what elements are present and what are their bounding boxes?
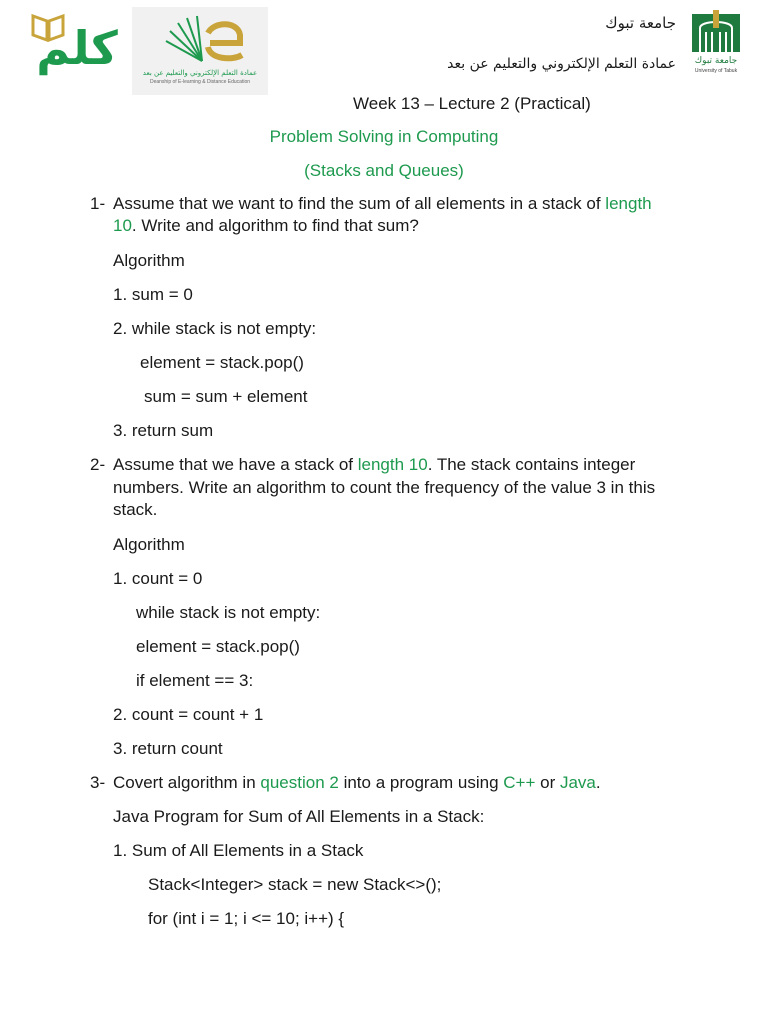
university-name-ar: جامعة تبوك — [605, 14, 676, 32]
q1-algorithm-label: Algorithm — [113, 251, 185, 270]
deanship-logo-ar: عمادة التعلم الإلكتروني والتعليم عن بعد — [142, 69, 258, 77]
q2-line-a: while stack is not empty: — [136, 603, 321, 622]
q3-highlight-java: Java — [559, 773, 596, 792]
q1-line-b: sum = sum + element — [144, 387, 308, 406]
q1-highlight-10: 10 — [113, 216, 132, 235]
q1-highlight-length: length — [605, 194, 652, 213]
university-of-tabuk-logo — [688, 10, 744, 80]
week-title: Week 13 – Lecture 2 (Practical) — [353, 94, 591, 113]
topic-title: (Stacks and Queues) — [304, 161, 464, 180]
q1-step2: 2. while stack is not empty: — [113, 319, 317, 338]
university-logo-ar: جامعة تبوك — [694, 56, 738, 66]
q3-text-a: Covert algorithm in — [113, 773, 261, 792]
q2-text-line3: stack. — [113, 500, 158, 519]
kalam-logo-text: كلم — [36, 21, 118, 75]
q2-text-line1 — [113, 454, 635, 476]
q3-sub1: 1. Sum of All Elements in a Stack — [113, 841, 364, 860]
university-logo-en: University of Tabuk — [694, 68, 738, 74]
deanship-name-ar: عمادة التعلم الإلكتروني والتعليم عن بعد — [447, 56, 676, 72]
q1-text-line2 — [113, 215, 419, 237]
q2-step1: 1. count = 0 — [113, 569, 203, 588]
q2-step2: 2. count = count + 1 — [113, 705, 264, 724]
q3-text-c: or — [535, 773, 560, 792]
q2-line-c: if element == 3: — [136, 671, 254, 690]
q3-code-line2: for (int i = 1; i <= 10; i++) { — [148, 909, 345, 928]
q2-text-line2: numbers. Write an algorithm to count the frequency of the value 3 in this — [113, 478, 656, 497]
q3-text-d: . — [595, 773, 601, 792]
q1-step1: 1. sum = 0 — [113, 285, 193, 304]
q3-highlight-cpp: C++ — [503, 773, 536, 792]
q1-step3: 3. return sum — [113, 421, 214, 440]
q3-text-b: into a program using — [338, 773, 504, 792]
q1-number: 1- — [90, 194, 106, 213]
q1-text-b: . Write and algorithm to find that sum? — [131, 216, 419, 235]
course-title: Problem Solving in Computing — [269, 127, 499, 146]
q1-line-a: element = stack.pop() — [140, 353, 304, 372]
kalam-logo — [28, 12, 126, 82]
q2-text-b: . The stack contains integer — [427, 455, 636, 474]
deanship-logo-en: Deanship of E-learning & Distance Education — [149, 79, 251, 85]
q3-text-line1 — [113, 772, 601, 794]
q2-algorithm-label: Algorithm — [113, 535, 185, 554]
university-emblem-icon — [692, 10, 740, 56]
q1-text-line1 — [113, 193, 652, 215]
q2-line-b: element = stack.pop() — [136, 637, 300, 656]
deanship-logo — [132, 7, 268, 95]
q2-highlight-length-10: length 10 — [357, 455, 428, 474]
q2-text-a: Assume that we have a stack of — [113, 455, 358, 474]
q3-highlight-question-2: question 2 — [260, 773, 339, 792]
q3-code-line1: Stack<Integer> stack = new Stack<>(); — [148, 875, 442, 894]
fan-emblem-icon — [152, 13, 248, 65]
q1-text-a: Assume that we want to find the sum of all elements in a stack of — [113, 194, 606, 213]
q2-number: 2- — [90, 455, 106, 474]
q3-java-intro: Java Program for Sum of All Elements in a Stack: — [113, 807, 485, 826]
q2-step3: 3. return count — [113, 739, 223, 758]
q3-number: 3- — [90, 773, 106, 792]
